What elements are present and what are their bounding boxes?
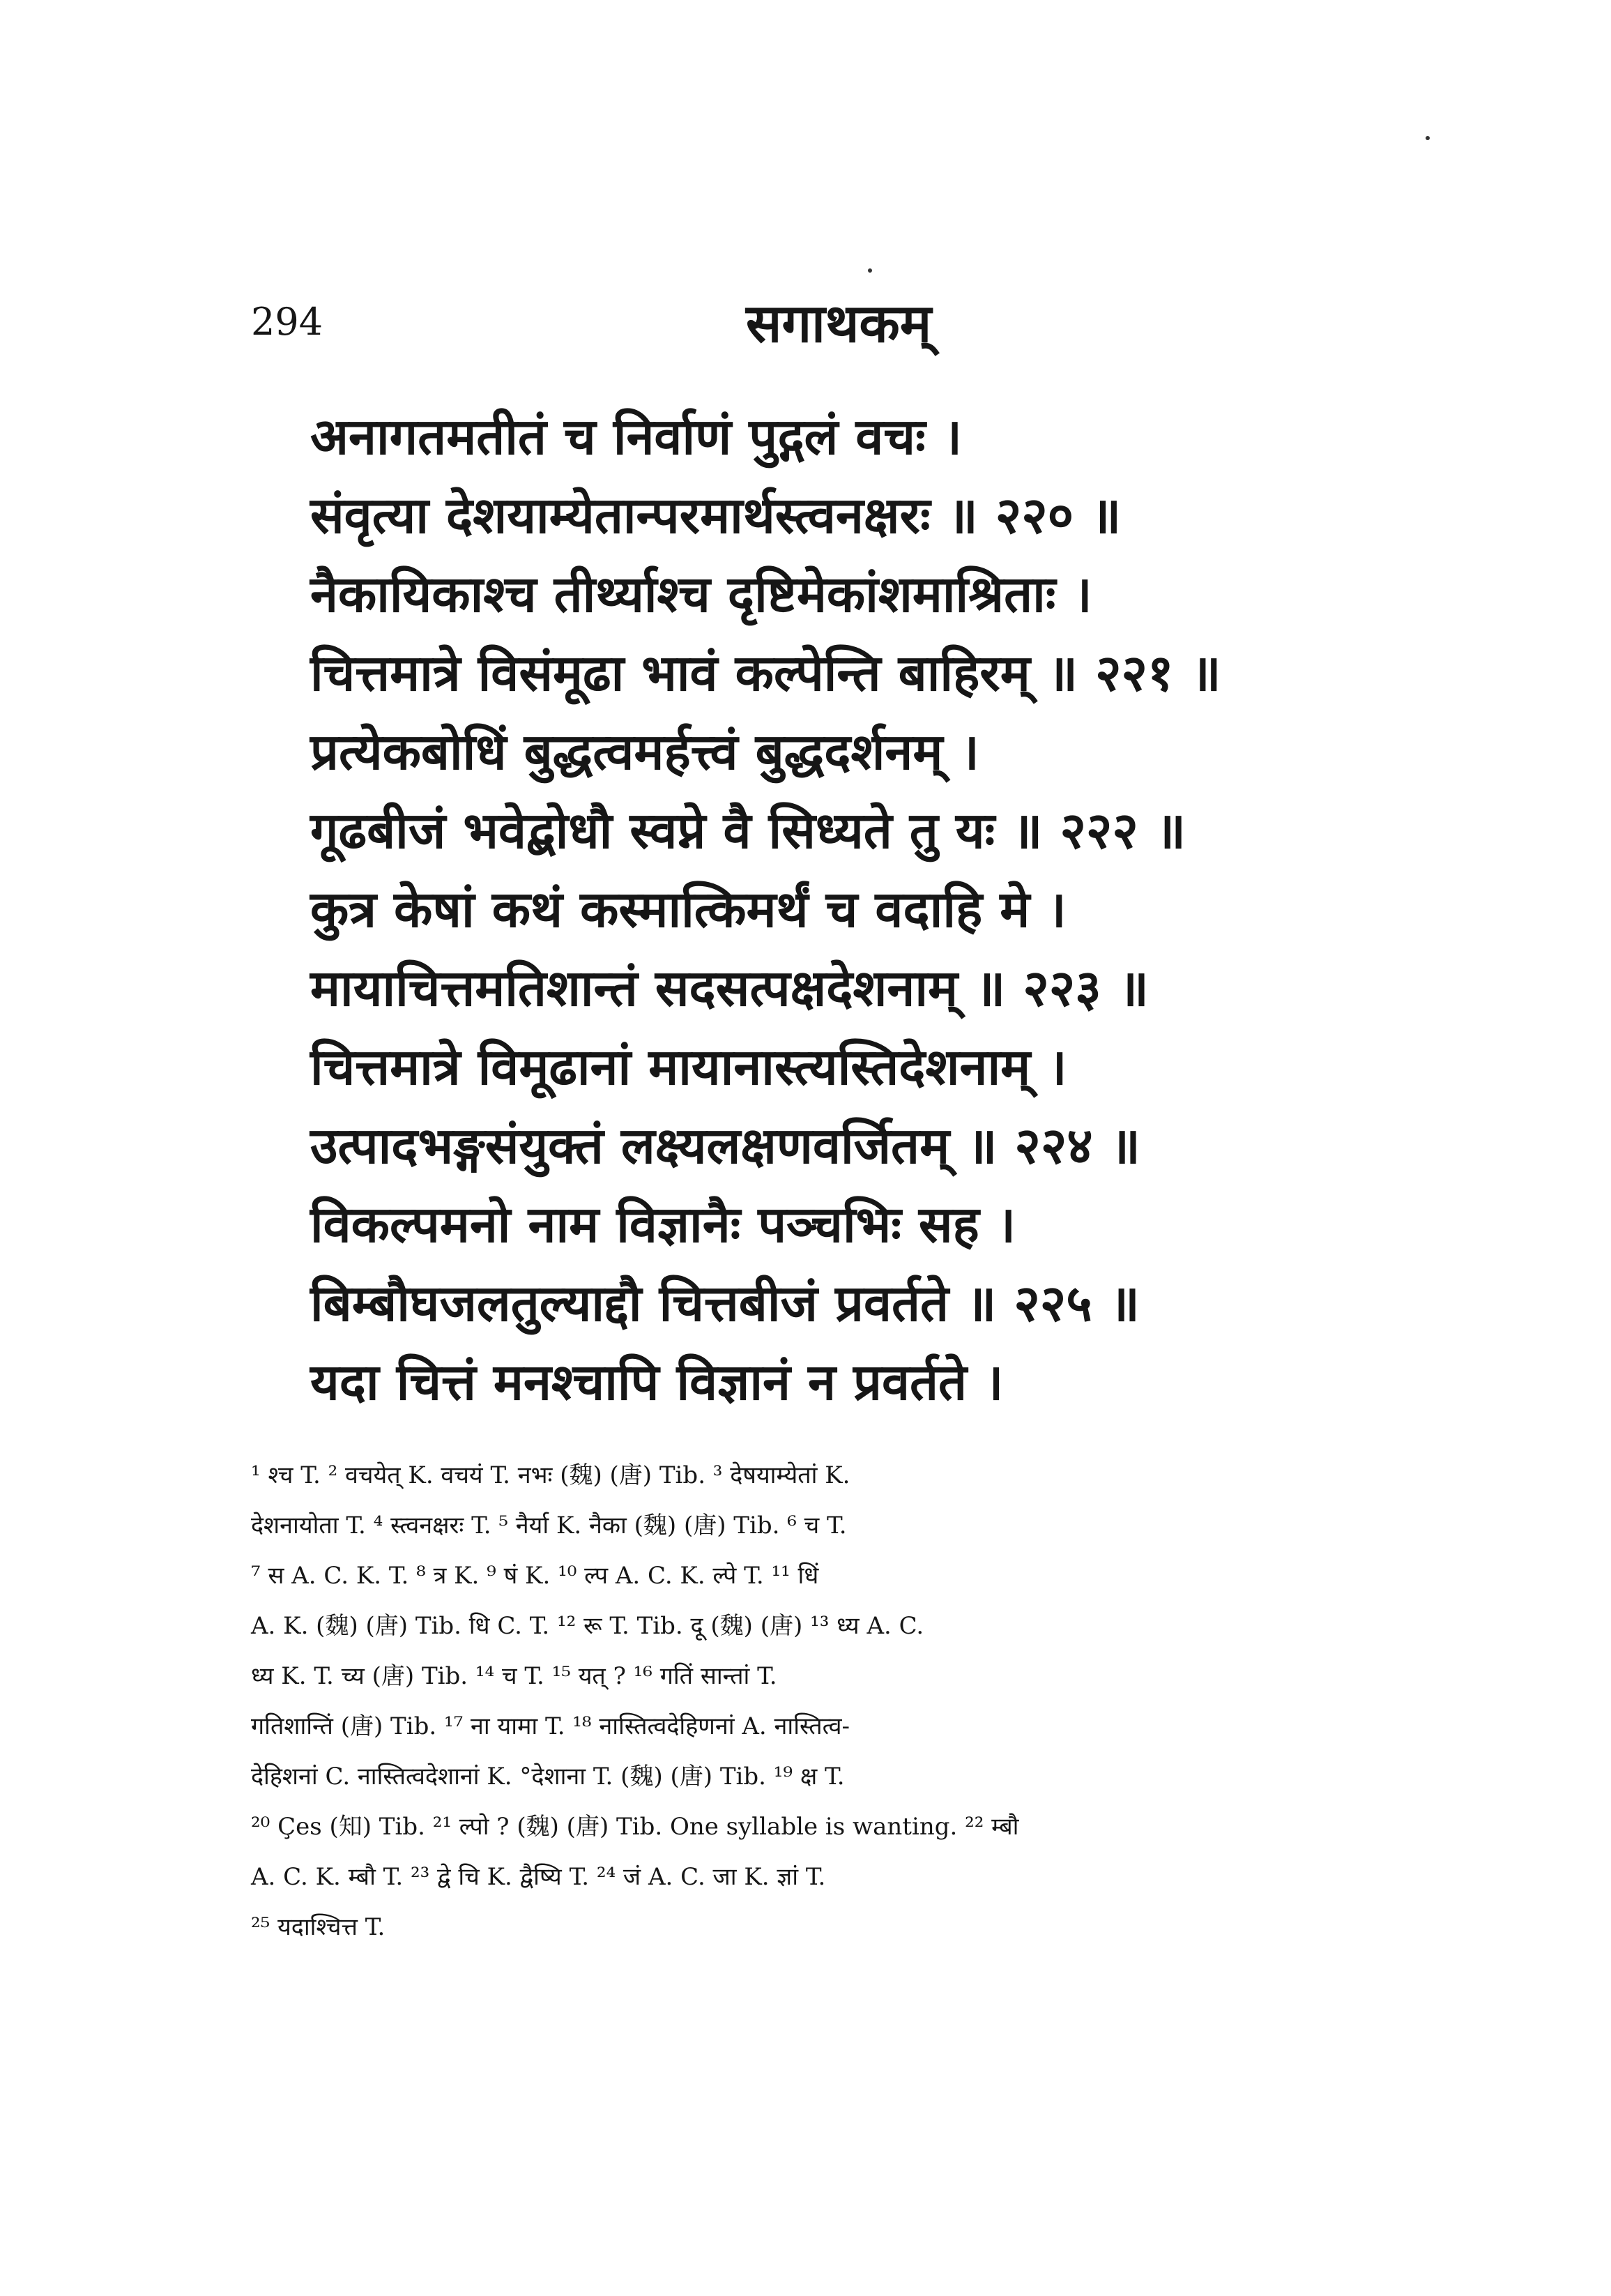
verse-line: यदा चित्तं मनश्चापि विज्ञानं न प्रवर्तते । [310,1353,1004,1411]
verse-line: बिम्बौघजलतुल्याद्दौ चित्तबीजं प्रवर्तते ॥ २२५ ॥ [310,1274,1140,1332]
verse-line: नैकायिकाश्च तीर्थ्याश्च दृष्टिमेकांशमाश्रिताः । [310,565,1092,623]
footnote-line [251,1601,1436,1651]
footnote-text: गतिशान्तिं (唐) Tib. ¹⁷ ना यामा T. ¹⁸ नास्तित्वदेहिणनां A. नास्तित्व- [251,1712,850,1740]
page-header [0,286,1611,363]
footnote-text: ध्य K. T. च्य (唐) Tib. ¹⁴ च T. ¹⁵ यत् ? ¹⁶ गतिं सान्तां T. [251,1662,777,1690]
verse-line: कुत्र केषां कथं कस्मात्किमर्थं च वदाहि मे । [310,880,1067,938]
footnote-text: देशनायोता T. ⁴ स्त्वनक्षरः T. ⁵ नैर्या K. नैका (魏) (唐) Tib. ⁶ च T. [251,1512,847,1539]
footnote-line [251,1500,1436,1551]
footnote-line [251,1852,1436,1902]
footnote-line [251,1551,1436,1601]
footnote-line [251,1651,1436,1701]
footnote-line [251,1701,1436,1751]
verse-line: मायाचित्तमतिशान्तं सदसत्पक्षदेशनाम् ॥ २२३ ॥ [310,959,1149,1017]
footnote-line [251,1902,1436,1952]
footnote-text: ²⁵ यदाश्चित्त T. [251,1913,385,1941]
verse-line: विकल्पमनो नाम विज्ञानैः पञ्चभिः सह । [310,1195,1016,1254]
running-title: सगाथकम् [746,292,932,354]
verse-line: अनागतमतीतं च निर्वाणं पुद्गलं वचः । [310,407,963,466]
footnote-text: देहिशनां C. नास्तित्वदेशानां K. °देशाना T. (魏) (唐) Tib. ¹⁹ क्ष T. [251,1763,845,1791]
verse-line: गूढबीजं भवेद्बोधौ स्वप्ने वै सिध्यते तु यः ॥ २२२ ॥ [310,801,1186,860]
footnote-line [251,1751,1436,1802]
footnote-text: ¹ श्च T. ² वचयेत् K. वचयं T. नभः (魏) (唐) Tib. ³ देषयाम्येतां K. [251,1461,850,1489]
print-speck [1426,136,1430,140]
footnote-text: A. C. K. म्बौ T. ²³ द्वे चि K. द्वैष्यि T. ²⁴ जं A. C. जा K. ज्ञां T. [251,1863,826,1891]
print-speck [868,268,872,273]
verse-block [310,397,1426,1422]
verse-line: चित्तमात्रे विसंमूढा भावं कल्पेन्ति बाहिरम् ॥ २२१ ॥ [310,644,1221,702]
footnote-text: ²⁰ Çes (知) Tib. ²¹ ल्पो ? (魏) (唐) Tib. One syllable is wanting. ²² म्बौ [251,1813,1019,1841]
footnote-line [251,1802,1436,1852]
footnotes [251,1450,1436,1952]
footnote-text: ⁷ स A. C. K. T. ⁸ त्र K. ⁹ षं K. ¹⁰ ल्प A. C. K. ल्पे T. ¹¹ धिं [251,1562,819,1590]
verse-line: चित्तमात्रे विमूढानां मायानास्त्यस्तिदेशनाम् । [310,1037,1067,1096]
footnote-text: A. K. (魏) (唐) Tib. धि C. T. ¹² रू T. Tib. दू (魏) (唐) ¹³ ध्य A. C. [251,1612,924,1640]
verse-line: प्रत्येकबोधिं बुद्धत्वमर्हत्त्वं बुद्धदर्शनम् । [310,722,979,781]
verse-line: संवृत्या देशयाम्येतान्परमार्थस्त्वनक्षरः ॥ २२० ॥ [310,486,1122,545]
verse-line: उत्पादभङ्गसंयुक्तं लक्ष्यलक्षणवर्जितम् ॥ २२४ ॥ [310,1116,1140,1175]
page-number: 294 [251,300,323,344]
footnote-line [251,1450,1436,1500]
